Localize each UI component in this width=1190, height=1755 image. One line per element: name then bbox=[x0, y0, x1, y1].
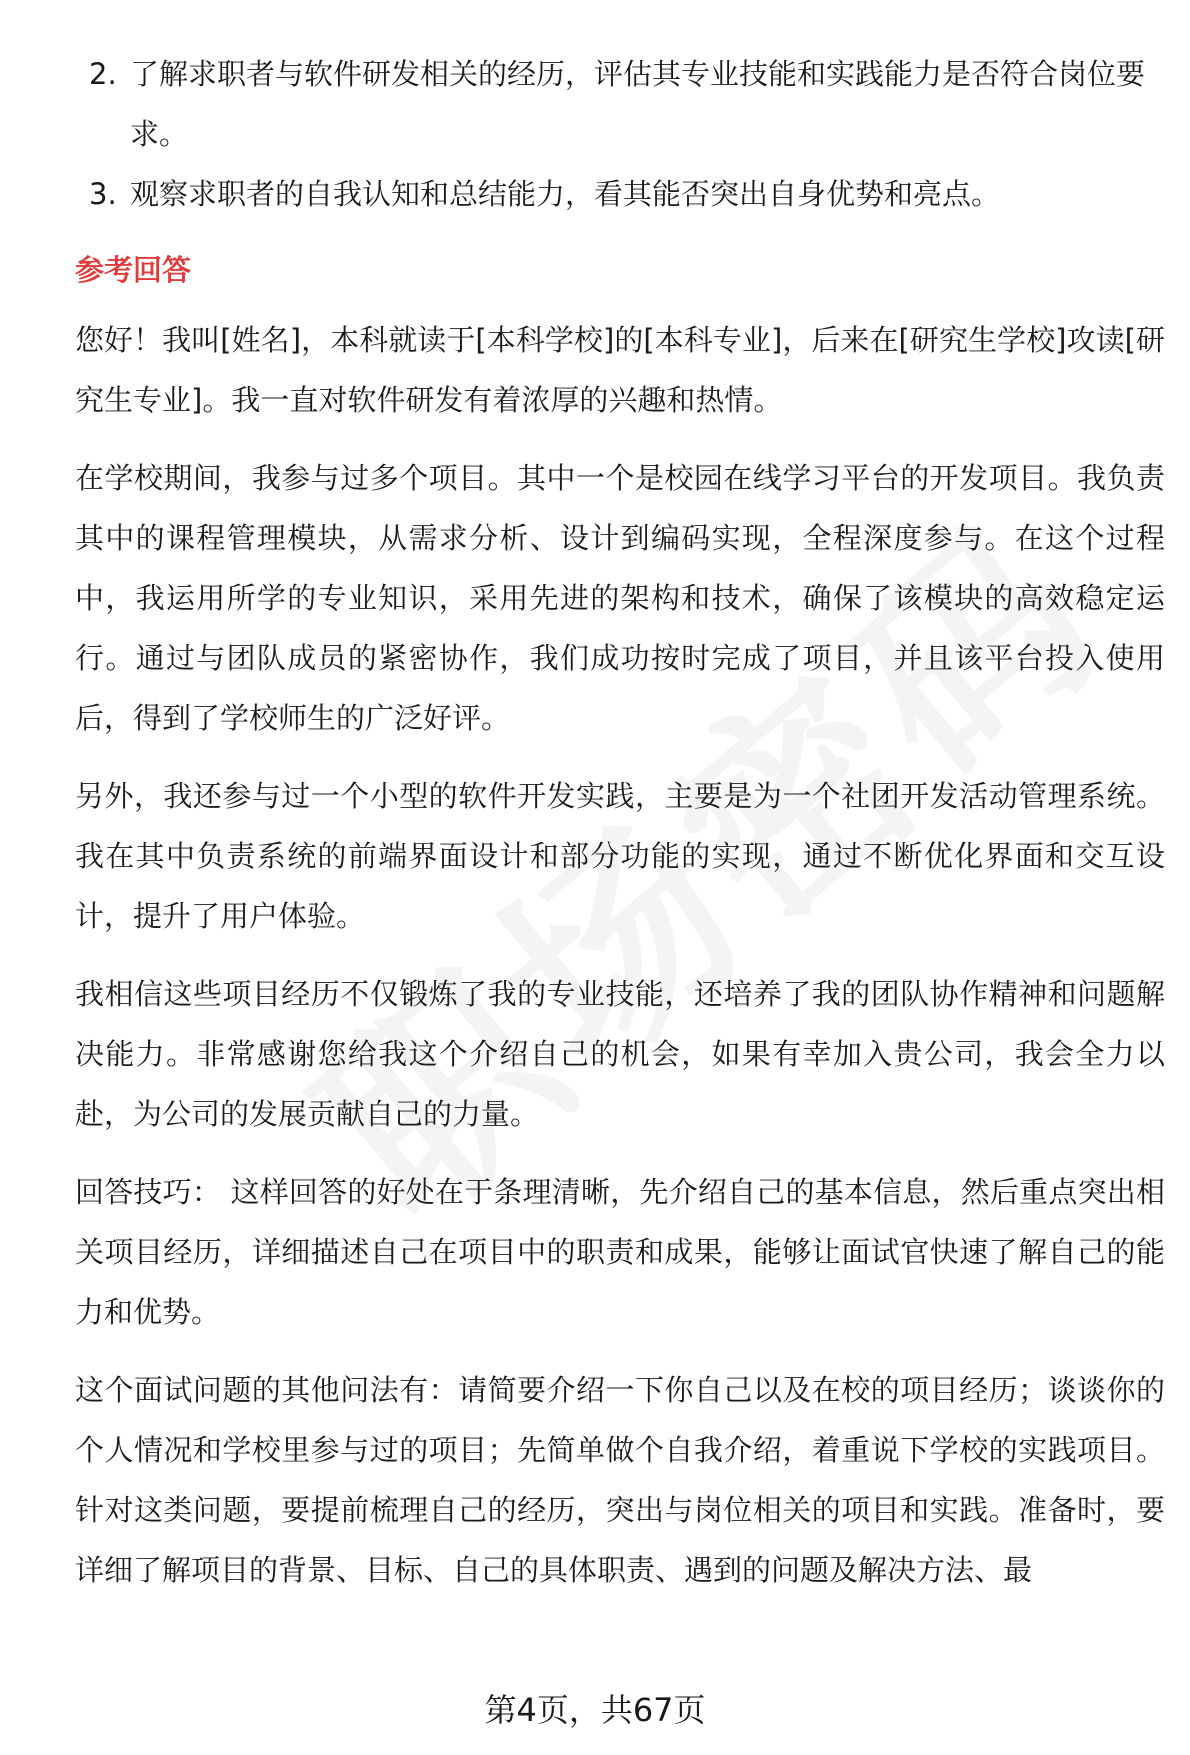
paragraph-school-project: 在学校期间，我参与过多个项目。其中一个是校园在线学习平台的开发项目。我负责其中的课程管理模块，从需求分析、设计到编码实现，全程深度参与。在这个过程中，我运用所学的专业知识，采用先进的架构和技术，确保了该模块的高效稳定运行。通过与团队成员的紧密协作，我们成功按时完成了项目，并且该平台投入使用后，得到了学校师生的广泛好评。 bbox=[75, 461, 1165, 735]
list-item-number: 2. bbox=[89, 57, 117, 91]
paragraph-other-project: 另外，我还参与过一个小型的软件开发实践，主要是为一个社团开发活动管理系统。我在其中负责系统的前端界面设计和部分功能的实现，通过不断优化界面和交互设计，提升了用户体验。 bbox=[75, 779, 1165, 933]
section-heading-reference-answer: 参考回答 bbox=[75, 253, 192, 287]
document-page bbox=[75, 44, 1165, 1600]
list-item bbox=[75, 164, 1165, 224]
list-item-text: 了解求职者与软件研发相关的经历，评估其专业技能和实践能力是否符合岗位要求。 bbox=[130, 57, 1146, 151]
paragraph-answer-tips: 回答技巧： 这样回答的好处在于条理清晰，先介绍自己的基本信息，然后重点突出相关项目经历，详细描述自己在项目中的职责和成果，能够让面试官快速了解自己的能力和优势。 bbox=[75, 1175, 1165, 1329]
paragraph-alternative-questions: 这个面试问题的其他问法有：请简要介绍一下你自己以及在校的项目经历；谈谈你的个人情况和学校里参与过的项目；先简单做个自我介绍，着重说下学校的实践项目。 针对这类问题，要提前梳理自己的经历，突出与岗位相关的项目和实践。准备时，要详细了解项目的背景、目标、自己的具体职责、遇到的问题及解决方法、最 bbox=[75, 1373, 1165, 1587]
list-item-text: 观察求职者的自我认知和总结能力，看其能否突出自身优势和亮点。 bbox=[130, 177, 1001, 211]
paragraph-conclusion: 我相信这些项目经历不仅锻炼了我的专业技能，还培养了我的团队协作精神和问题解决能力。非常感谢您给我这个介绍自己的机会，如果有幸加入贵公司，我会全力以赴，为公司的发展贡献自己的力量。 bbox=[75, 977, 1165, 1131]
page-number-footer: 第4页，共67页 bbox=[484, 1691, 706, 1729]
paragraph-intro: 您好！我叫[姓名]，本科就读于[本科学校]的[本科专业]，后来在[研究生学校]攻读[研究生专业]。我一直对软件研发有着浓厚的兴趣和热情。 bbox=[75, 323, 1165, 417]
numbered-list bbox=[75, 44, 1165, 224]
list-item-number: 3. bbox=[89, 177, 117, 211]
list-item bbox=[75, 44, 1165, 164]
